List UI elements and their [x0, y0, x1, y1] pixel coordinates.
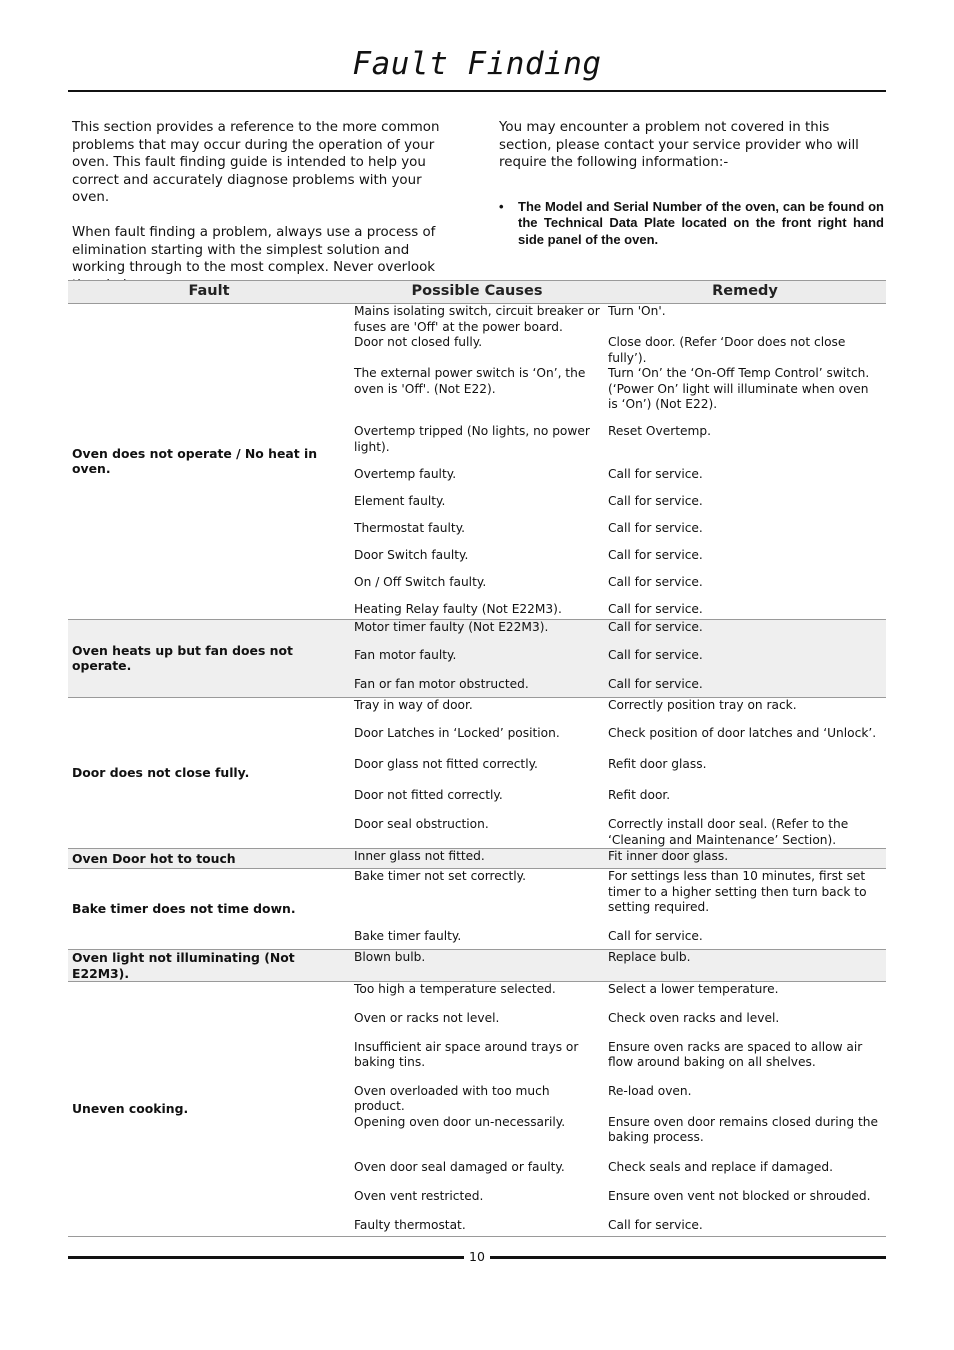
table-row [68, 869, 886, 929]
fault-cell: Uneven cooking. [72, 1101, 189, 1117]
cause-cell: Door seal obstruction. [354, 817, 489, 831]
fault-group [68, 849, 886, 869]
table-row [68, 849, 886, 869]
table-row [68, 950, 886, 982]
fault-cell: Oven Door hot to touch [68, 849, 350, 869]
page-title: Fault Finding [352, 46, 602, 82]
remedy-cell: Call for service. [608, 467, 703, 481]
intro-right-column [499, 119, 884, 248]
cause-cell: Faulty thermostat. [354, 1217, 466, 1232]
cause-cell: Heating Relay faulty (Not E22M3). [354, 602, 562, 616]
cause-cell: Oven door seal damaged or faulty. [354, 1159, 565, 1174]
title-divider [68, 90, 886, 92]
fault-group [68, 869, 886, 950]
remedy-cell: Call for service. [608, 521, 703, 535]
header-fault: Fault [68, 281, 350, 304]
remedy-cell: For settings less than 10 minutes, first set timer to a higher setting then turn back to setting required. [608, 869, 867, 914]
remedy-cell: Call for service. [608, 1217, 703, 1232]
remedy-cell: Re-load oven. [608, 1083, 692, 1098]
remedy-cell: Correctly position tray on rack. [608, 697, 797, 712]
cause-cell: Door Latches in ‘Locked’ position. [354, 726, 560, 740]
remedy-cell: Check oven racks and level. [608, 1010, 780, 1025]
remedy-cell: Call for service. [608, 928, 703, 943]
table-row [68, 619, 886, 648]
footer-rule-right [490, 1256, 886, 1259]
remedy-cell: Turn 'On'. [608, 304, 666, 318]
cause-cell: Opening oven door un-necessarily. [354, 1114, 566, 1129]
cause-cell: The external power switch is ‘On’, the oven is 'Off'. (Not E22). [354, 366, 586, 396]
cause-cell: Fan motor faulty. [350, 648, 604, 677]
cause-cell: Thermostat faulty. [354, 521, 466, 535]
info-bullet [499, 199, 884, 249]
remedy-cell: Call for service. [608, 548, 703, 562]
intro-paragraph-1: This section provides a reference to the more common problems that may occur during the operation of your oven. This fault finding guide is intended to help you correct and accurately diagnose problems with your oven. [72, 120, 440, 205]
remedy-cell: Refit door. [608, 788, 671, 802]
cause-cell: Too high a temperature selected. [354, 982, 556, 996]
intro-paragraph-3: You may encounter a problem not covered in this section, please contact your service provider who will require the following information:- [499, 120, 859, 170]
fault-cell: Oven light not illuminating (Not E22M3). [68, 950, 350, 982]
cause-cell: Tray in way of door. [354, 697, 473, 712]
fault-finding-table [68, 280, 886, 1237]
cause-cell: Fan or fan motor obstructed. [350, 677, 604, 697]
remedy-cell: Call for service. [604, 619, 886, 648]
cause-cell: Door glass not fitted correctly. [354, 757, 538, 771]
intro-paragraph-2: When fault finding a problem, always use a process of elimination starting with the simplest solution and working through to the most complex. Never overlook [72, 225, 436, 275]
header-possible-causes: Possible Causes [350, 281, 604, 304]
table-row [68, 982, 886, 1011]
table-header [68, 281, 886, 304]
fault-cell: Oven does not operate / No heat in oven. [72, 445, 318, 477]
fault-cell: Oven heats up but fan does not operate. [68, 619, 350, 697]
cause-cell: Overtemp faulty. [354, 467, 457, 481]
fault-group [68, 950, 886, 982]
cause-cell: Door not fitted correctly. [354, 788, 503, 802]
remedy-cell: Call for service. [608, 602, 703, 616]
cause-cell: Bake timer faulty. [354, 928, 462, 943]
remedy-cell: Call for service. [604, 677, 886, 697]
cause-cell: Door Switch faulty. [354, 548, 469, 562]
cause-cell: Oven or racks not level. [354, 1010, 500, 1025]
remedy-cell: Replace bulb. [604, 950, 886, 982]
page-number: 10 [469, 1249, 485, 1264]
remedy-cell: Call for service. [604, 648, 886, 677]
table-row [68, 304, 886, 336]
cause-cell: Oven vent restricted. [354, 1188, 484, 1203]
fault-group [68, 304, 886, 620]
fault-group [68, 697, 886, 849]
cause-cell: Door not closed fully. [354, 335, 483, 349]
info-bullet-text: The Model and Serial Number of the oven, can be found on the Technical Data Plate located on the front right hand side panel of the oven. [518, 198, 884, 247]
fault-group [68, 982, 886, 1237]
remedy-cell: Select a lower temperature. [608, 982, 779, 996]
remedy-cell: Check position of door latches and ‘Unlock’. [608, 726, 877, 740]
cause-cell: On / Off Switch faulty. [354, 575, 487, 589]
remedy-cell: Turn ‘On’ the ‘On-Off Temp Control’ switch. (‘Power On’ light will illuminate when oven is ‘On’) (Not E22). [608, 366, 870, 411]
cause-cell: Inner glass not fitted. [350, 849, 604, 869]
cause-cell: Blown bulb. [350, 950, 604, 982]
cause-cell: Element faulty. [354, 494, 446, 508]
remedy-cell: Ensure oven vent not blocked or shrouded. [608, 1188, 871, 1203]
cause-cell: Overtemp tripped (No lights, no power light). [354, 424, 590, 454]
cause-cell: Bake timer not set correctly. [354, 869, 526, 883]
cause-cell: Oven overloaded with too much product. [354, 1083, 550, 1113]
bullet-dot-icon: • [499, 198, 504, 214]
remedy-cell: Ensure oven door remains closed during the baking process. [608, 1114, 879, 1144]
remedy-cell: Call for service. [608, 575, 703, 589]
remedy-cell: Close door. (Refer ‘Door does not close fully’). [608, 335, 846, 365]
remedy-cell: Ensure oven racks are spaced to allow air flow around baking on all shelves. [608, 1039, 863, 1069]
footer-rule-left [68, 1256, 464, 1259]
remedy-cell: Call for service. [608, 494, 703, 508]
fault-group [68, 619, 886, 697]
fault-cell: Bake timer does not time down. [72, 901, 296, 917]
cause-cell: Motor timer faulty (Not E22M3). [350, 619, 604, 648]
remedy-cell: Fit inner door glass. [604, 849, 886, 869]
cause-cell: Insufficient air space around trays or baking tins. [354, 1039, 579, 1069]
cause-cell: Mains isolating switch, circuit breaker or fuses are 'Off' at the power board. [354, 304, 600, 334]
fault-cell: Door does not close fully. [72, 765, 250, 780]
header-remedy: Remedy [604, 281, 886, 304]
table-row [68, 697, 886, 726]
remedy-cell: Correctly install door seal. (Refer to the ‘Cleaning and Maintenance’ Section). [608, 817, 849, 847]
remedy-cell: Check seals and replace if damaged. [608, 1159, 833, 1174]
remedy-cell: Refit door glass. [608, 757, 707, 771]
remedy-cell: Reset Overtemp. [608, 424, 711, 438]
